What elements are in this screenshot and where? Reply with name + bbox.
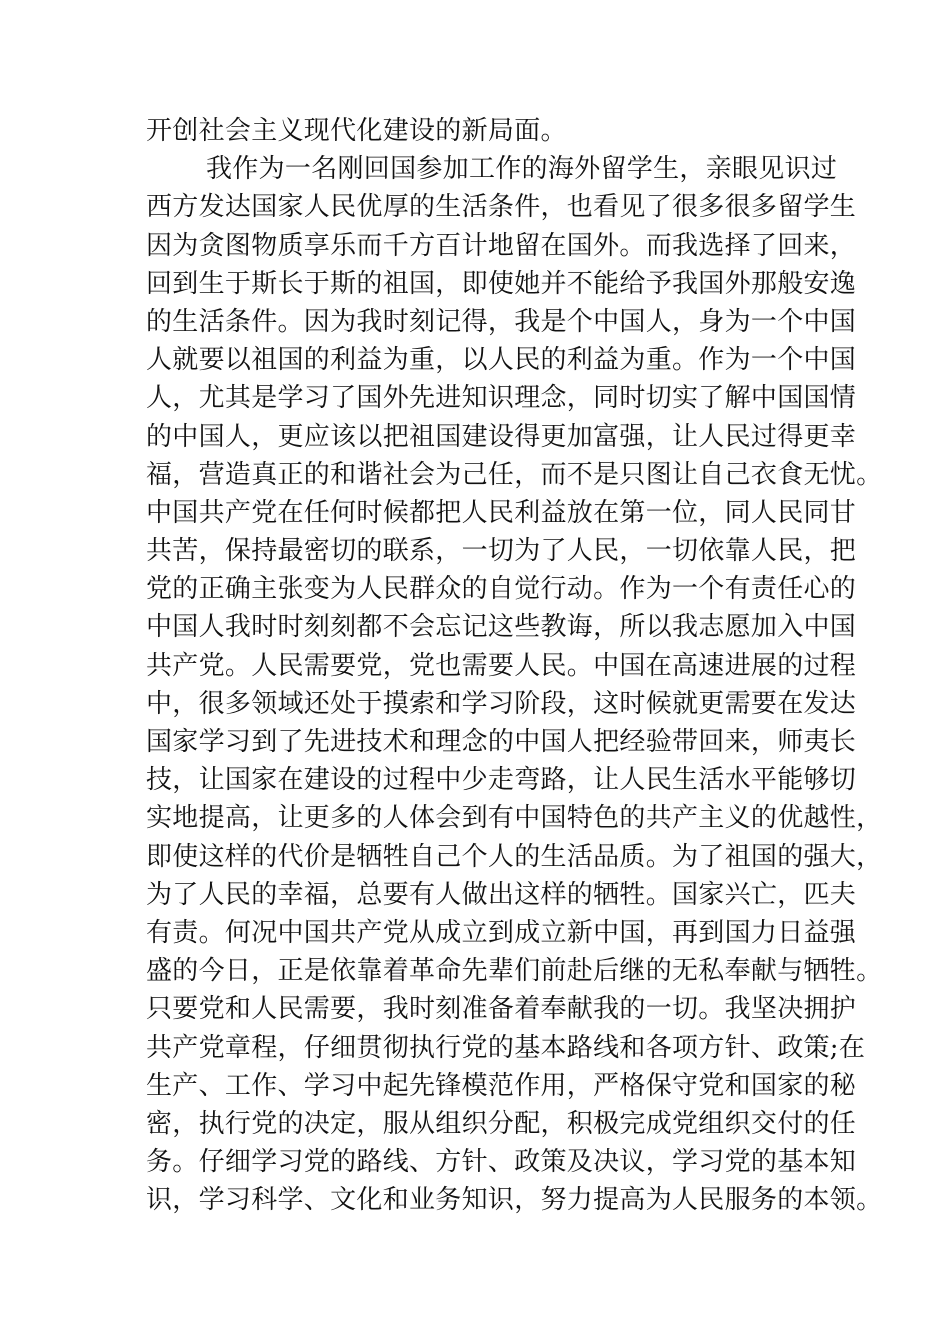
text-line: 回到生于斯长于斯的祖国，即使她并不能给予我国外那般安逸 [146,268,857,299]
text-line: 有责。何况中国共产党从成立到成立新中国，再到国力日益强 [146,917,857,948]
text-line: 国家学习到了先进技术和理念的中国人把经验带回来，师夷长 [146,727,857,757]
text-line: 识，学习科学、文化和业务知识，努力提高为人民服务的本领。 [146,1185,883,1216]
text-line: 务。仔细学习党的路线、方针、政策及决议，学习党的基本知 [146,1147,857,1178]
text-line: 中，很多领域还处于摸索和学习阶段，这时候就更需要在发达 [146,688,857,719]
text-line: 西方发达国家人民优厚的生活条件，也看见了很多很多留学生 [146,192,857,223]
text-line: 生产、工作、学习中起先锋模范作用，严格保守党和国家的秘 [146,1070,857,1101]
text-line: 为了人民的幸福，总要有人做出这样的牺牲。国家兴亡，匹夫 [146,879,857,910]
text-line: 人就要以祖国的利益为重，以人民的利益为重。作为一个中国 [146,345,857,376]
text-line: 的中国人，更应该以把祖国建设得更加富强，让人民过得更幸 [146,421,857,452]
text-line: 党的正确主张变为人民群众的自觉行动。作为一个有责任心的 [146,574,857,605]
text-line: 共产党章程，仔细贯彻执行党的基本路线和各项方针、政策;在 [146,1032,866,1063]
text-line: 中国人我时时刻刻都不会忘记这些教诲，所以我志愿加入中国 [146,612,857,643]
text-line: 密，执行党的决定，服从组织分配，积极完成党组织交付的任 [146,1108,857,1139]
text-line: 开创社会主义现代化建设的新局面。 [146,116,567,146]
paragraph-first-line: 我作为一名刚回国参加工作的海外留学生，亲眼见识过 [206,154,838,185]
text-line: 的生活条件。因为我时刻记得，我是个中国人，身为一个中国 [146,306,857,337]
text-line: 只要党和人民需要，我时刻准备着奉献我的一切。我坚决拥护 [146,994,857,1025]
text-line: 福，营造真正的和谐社会为己任，而不是只图让自己衣食无忧。 [146,459,883,490]
text-line: 技，让国家在建设的过程中少走弯路，让人民生活水平能够切 [146,765,857,796]
text-line: 因为贪图物质享乐而千方百计地留在国外。而我选择了回来， [146,230,857,261]
text-line: 共苦，保持最密切的联系，一切为了人民，一切依靠人民，把 [146,536,857,567]
text-line: 实地提高，让更多的人体会到有中国特色的共产主义的优越性， [146,803,883,834]
text-line: 即使这样的代价是牺牲自己个人的生活品质。为了祖国的强大， [146,841,883,872]
text-line: 人，尤其是学习了国外先进知识理念，同时切实了解中国国情 [146,383,857,414]
text-line: 共产党。人民需要党，党也需要人民。中国在高速进展的过程 [146,650,857,681]
text-line: 中国共产党在任何时候都把人民利益放在第一位，同人民同甘 [146,497,857,528]
body-text [146,112,883,1219]
text-line: 盛的今日，正是依靠着革命先辈们前赴后继的无私奉献与牺牲。 [146,956,883,987]
